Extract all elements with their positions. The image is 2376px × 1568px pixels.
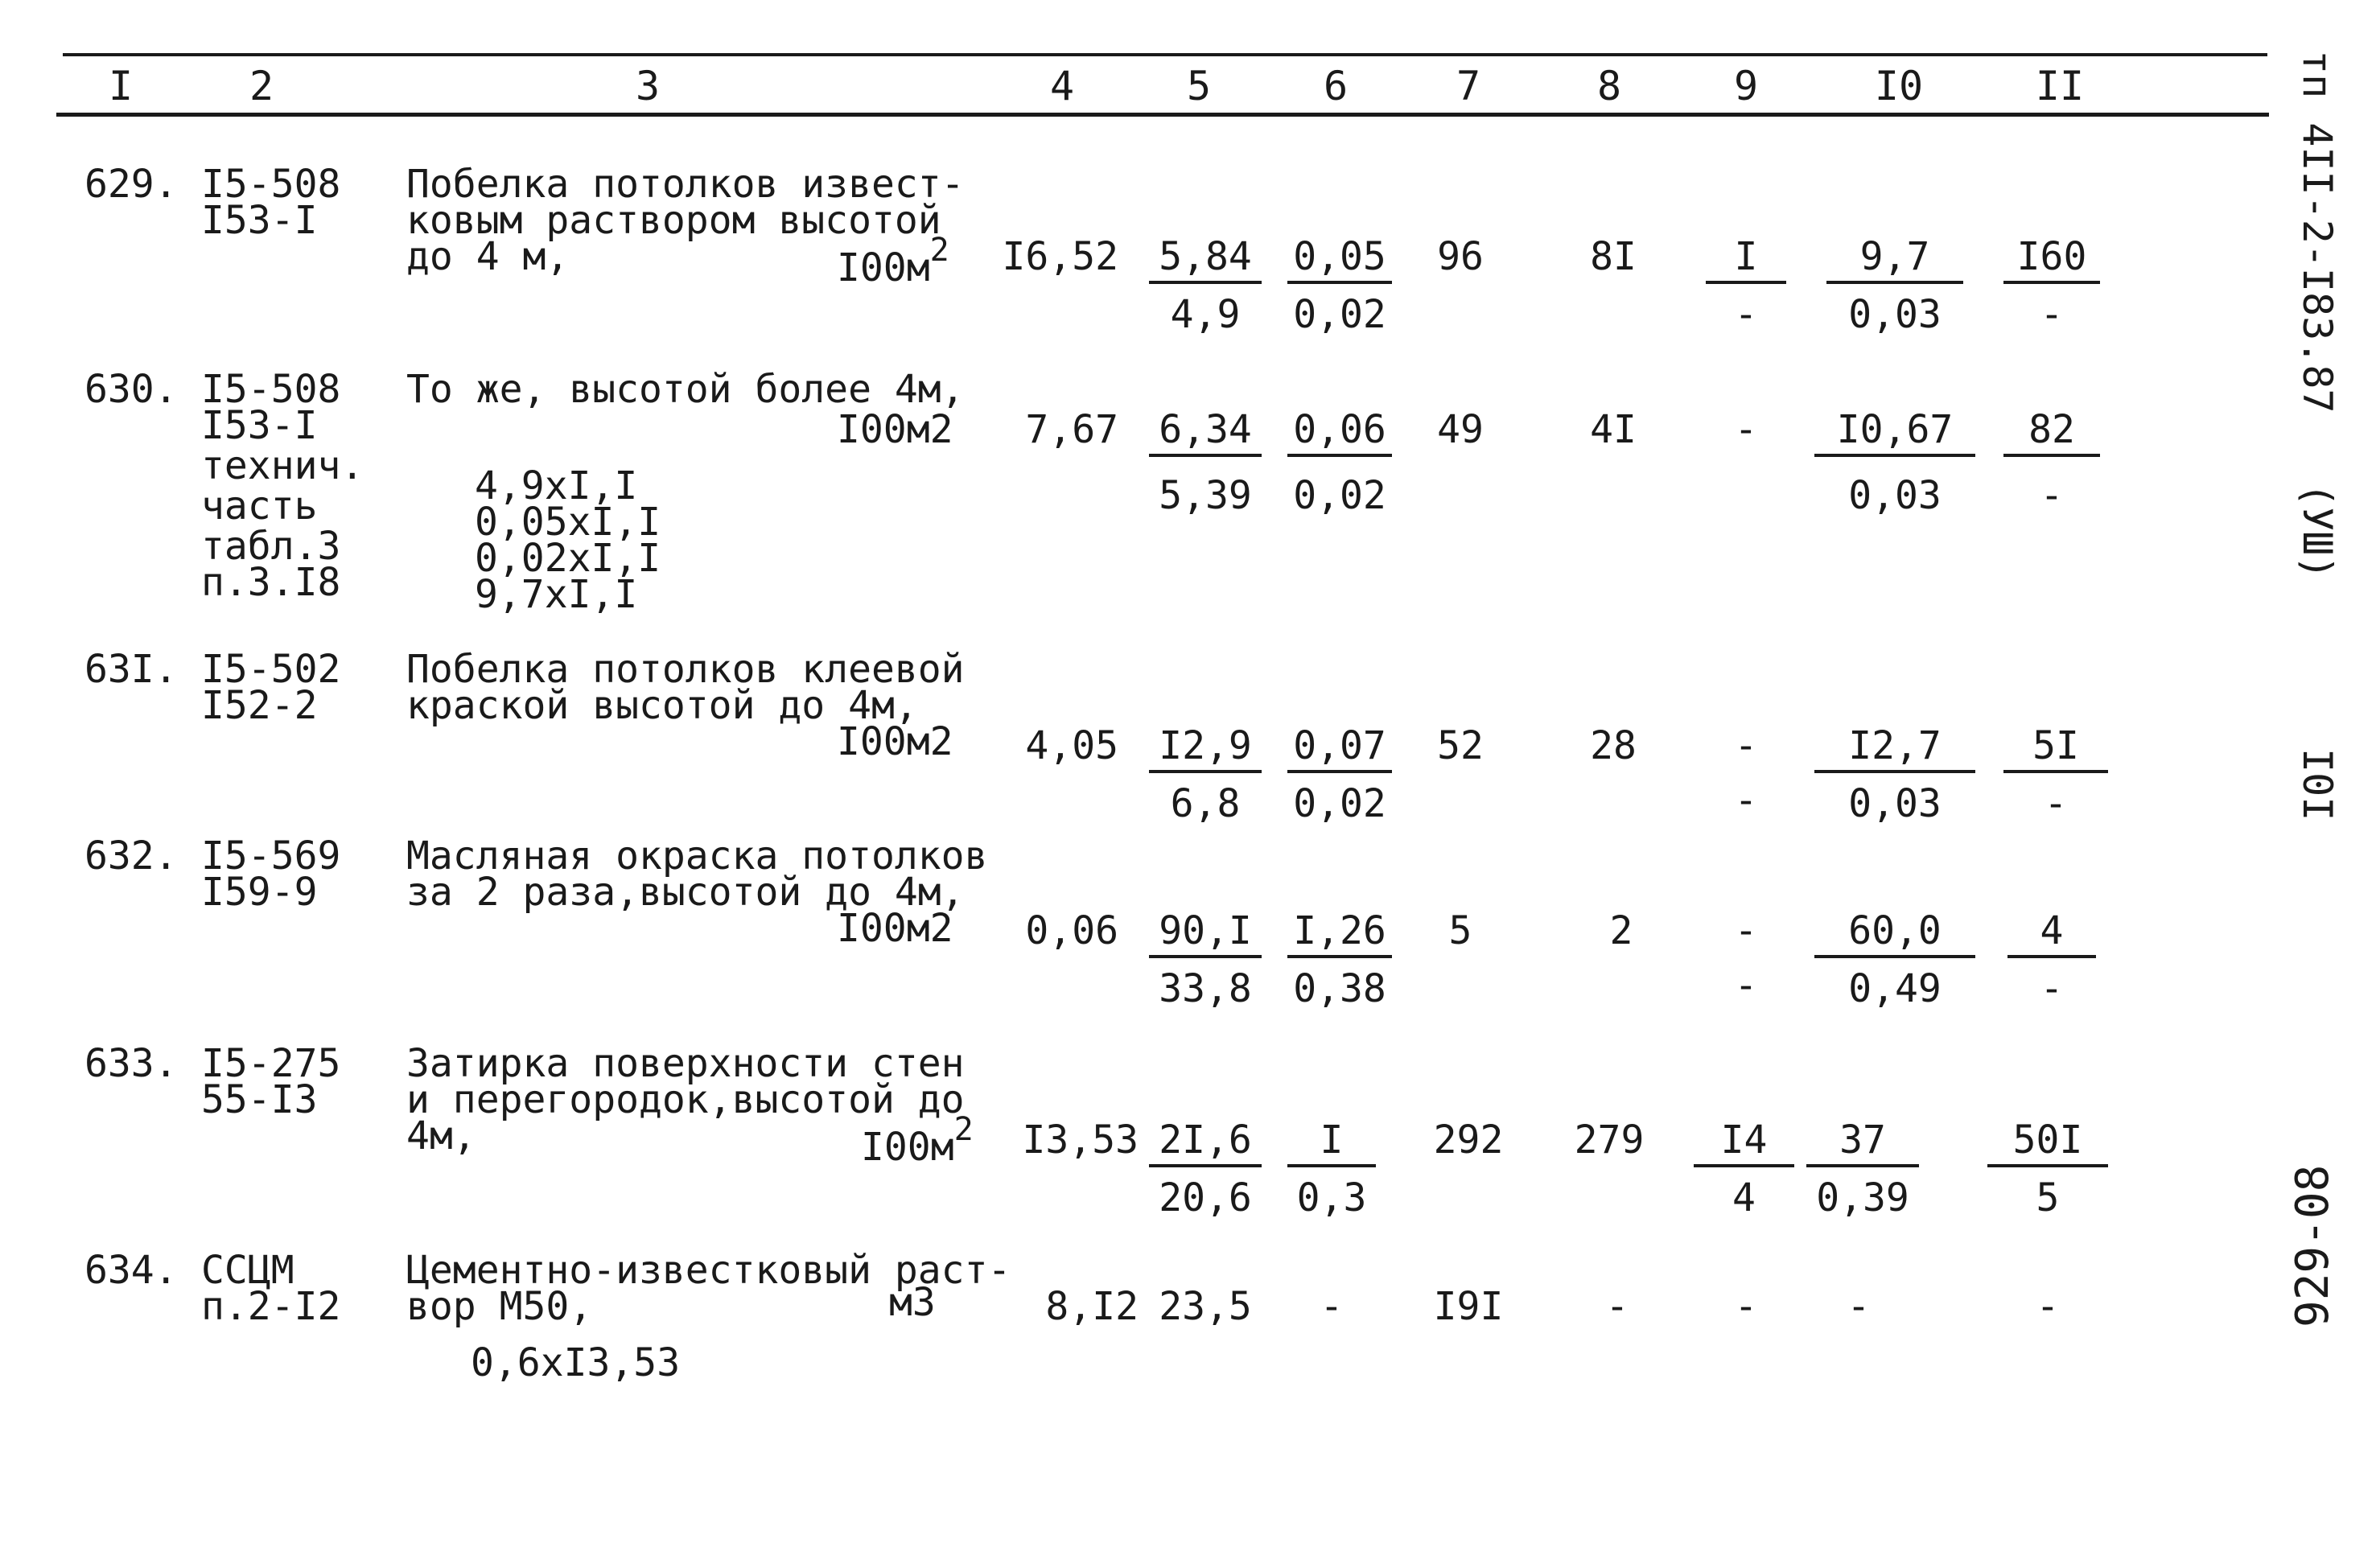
norm-code: I5-508 xyxy=(201,367,341,412)
inventory-number: 929-08 xyxy=(2287,1164,2339,1327)
col6-fraction xyxy=(1287,908,1392,1011)
quantity: I3,53 xyxy=(1022,1117,1139,1163)
col11-fraction xyxy=(2003,407,2100,518)
col10-bottom: 0,03 xyxy=(1848,781,1942,826)
col6-top: 0,07 xyxy=(1287,726,1392,773)
norm-code: часть xyxy=(201,484,318,529)
col5-bottom: 6,8 xyxy=(1170,781,1241,826)
col5-value: 23,5 xyxy=(1159,1284,1252,1329)
col9-fraction xyxy=(1694,1117,1794,1220)
work-description: за 2 раза,высотой до 4м, xyxy=(406,870,965,915)
row-number: 629. xyxy=(84,162,178,207)
col11-bottom: - xyxy=(2044,781,2068,826)
norm-code: п.3.I8 xyxy=(201,560,341,605)
calculation: 0,6хI3,53 xyxy=(471,1340,681,1385)
col11-fraction xyxy=(2003,723,2108,826)
col5-fraction xyxy=(1149,908,1262,1011)
norm-code: 55-I3 xyxy=(201,1077,318,1122)
unit: м3 xyxy=(889,1280,936,1325)
work-description: краской высотой до 4м, xyxy=(406,683,918,728)
col7-value: 5 xyxy=(1448,908,1472,953)
col-header-11: II xyxy=(2035,63,2085,109)
col10-fraction xyxy=(1814,723,1975,826)
col5-bottom: 20,6 xyxy=(1159,1175,1252,1220)
norm-code: I5-502 xyxy=(201,647,341,692)
col-header-6: 6 xyxy=(1323,63,1349,109)
row-number: 63I. xyxy=(84,647,178,692)
col10-value: - xyxy=(1847,1284,1871,1329)
col6-top: I,26 xyxy=(1287,912,1392,958)
col7-value: 49 xyxy=(1437,407,1484,452)
unit-superscript: 2 xyxy=(953,1111,974,1148)
norm-code: I52-2 xyxy=(201,683,318,728)
col5-bottom: 4,9 xyxy=(1170,292,1241,337)
col8-value: - xyxy=(1605,1284,1629,1329)
quantity: 7,67 xyxy=(1025,407,1118,452)
col-header-3: 3 xyxy=(635,63,661,109)
col9-top: I xyxy=(1706,237,1786,284)
norm-code: I5-508 xyxy=(201,162,341,207)
norm-code: I53-I xyxy=(201,403,318,448)
col11-top: 5I xyxy=(2003,726,2108,773)
col9-bottom: - xyxy=(1734,963,1758,1008)
col6-top: 0,06 xyxy=(1287,410,1392,457)
col5-fraction xyxy=(1149,407,1262,518)
unit xyxy=(837,232,949,290)
col6-top: 0,05 xyxy=(1287,237,1392,284)
row-number: 633. xyxy=(84,1041,178,1086)
col10-top: 60,0 xyxy=(1814,912,1975,958)
col11-top: 82 xyxy=(2003,410,2100,457)
col11-bottom: - xyxy=(2040,473,2064,518)
col-header-5: 5 xyxy=(1186,63,1212,109)
work-description: Затирка поверхности стен xyxy=(406,1041,965,1086)
quantity: 8,I2 xyxy=(1045,1284,1139,1329)
col8-value: 279 xyxy=(1574,1117,1645,1163)
col10-top: 9,7 xyxy=(1826,237,1963,284)
col6-bottom: 0,38 xyxy=(1293,966,1386,1011)
col6-fraction xyxy=(1287,407,1392,518)
col9-bottom: - xyxy=(1734,778,1758,823)
col6-bottom: 0,02 xyxy=(1293,292,1386,337)
project-code: тп 4II-2-I83.87 xyxy=(2294,50,2341,414)
work-description: Побелка потолков извест- xyxy=(406,162,965,207)
norm-code: ССЦМ xyxy=(201,1248,294,1293)
col10-bottom: 0,03 xyxy=(1848,473,1942,518)
row-number: 632. xyxy=(84,833,178,879)
col-header-7: 7 xyxy=(1456,63,1481,109)
norm-code: п.2-I2 xyxy=(201,1284,341,1329)
col11-bottom: - xyxy=(2040,966,2064,1011)
col-header-10: I0 xyxy=(1874,63,1924,109)
col-header-1: I xyxy=(108,63,134,109)
work-description: до 4 м, xyxy=(406,234,570,279)
col9-top: - xyxy=(1734,908,1758,953)
quantity: 0,06 xyxy=(1025,908,1118,953)
row-number: 630. xyxy=(84,367,178,412)
norm-code: технич. xyxy=(201,443,364,488)
norm-code: I53-I xyxy=(201,198,318,243)
col10-bottom: 0,49 xyxy=(1848,966,1942,1011)
unit-text: I00м xyxy=(837,245,930,290)
col5-fraction xyxy=(1149,1117,1262,1220)
quantity: I6,52 xyxy=(1002,234,1118,279)
col10-top: I2,7 xyxy=(1814,726,1975,773)
col8-value: 2 xyxy=(1609,908,1633,953)
work-description: Побелка потолков клеевой xyxy=(406,647,965,692)
col11-top: I60 xyxy=(2003,237,2100,284)
col7-value: 292 xyxy=(1433,1117,1504,1163)
col10-fraction xyxy=(1814,908,1975,1011)
col11-bottom: - xyxy=(2040,292,2064,337)
col5-top: 90,I xyxy=(1149,912,1262,958)
header-bottom-rule xyxy=(56,113,2269,117)
norm-code: I5-275 xyxy=(201,1041,341,1086)
calculation: 0,05хI,I xyxy=(475,500,661,545)
norm-code: табл.3 xyxy=(201,524,341,569)
unit xyxy=(861,1111,974,1170)
col7-value: 96 xyxy=(1437,234,1484,279)
col8-value: 4I xyxy=(1590,407,1637,452)
norm-code: I59-9 xyxy=(201,870,318,915)
unit-superscript: 2 xyxy=(929,232,949,269)
col7-value: I9I xyxy=(1433,1284,1504,1329)
col6-bottom: 0,3 xyxy=(1296,1175,1367,1220)
col11-top: 4 xyxy=(2007,912,2096,958)
col7-value: 52 xyxy=(1437,723,1484,768)
col6-fraction xyxy=(1287,234,1392,337)
col11-bottom: 5 xyxy=(2036,1175,2060,1220)
col5-top: 2I,6 xyxy=(1149,1121,1262,1167)
unit: I00м2 xyxy=(837,407,953,452)
col5-top: 5,84 xyxy=(1149,237,1262,284)
calculation: 4,9хI,I xyxy=(475,463,638,508)
col-header-2: 2 xyxy=(249,63,274,109)
col10-bottom: 0,39 xyxy=(1816,1175,1909,1220)
calculation: 9,7хI,I xyxy=(475,572,638,617)
col9-bottom: - xyxy=(1734,292,1758,337)
work-description: и перегородок,высотой до xyxy=(406,1077,965,1122)
col8-value: 28 xyxy=(1590,723,1637,768)
col5-bottom: 33,8 xyxy=(1159,966,1252,1011)
work-description: вор М50, xyxy=(406,1284,593,1329)
album-number: (УШ) xyxy=(2294,483,2341,580)
col9-top: I4 xyxy=(1694,1121,1794,1167)
col6-bottom: 0,02 xyxy=(1293,473,1386,518)
unit: I00м2 xyxy=(837,906,953,951)
col6-bottom: 0,02 xyxy=(1293,781,1386,826)
col9-fraction xyxy=(1706,234,1786,337)
col5-top: 6,34 xyxy=(1149,410,1262,457)
col10-top: I0,67 xyxy=(1814,410,1975,457)
quantity: 4,05 xyxy=(1025,723,1118,768)
col11-top: 50I xyxy=(1987,1121,2108,1167)
col10-fraction xyxy=(1826,234,1963,337)
col9-bottom: 4 xyxy=(1732,1175,1756,1220)
col10-bottom: 0,03 xyxy=(1848,292,1942,337)
col-header-8: 8 xyxy=(1596,63,1622,109)
col11-value: - xyxy=(2036,1284,2060,1329)
col6-top: I xyxy=(1287,1121,1376,1167)
col6-fraction xyxy=(1287,1117,1376,1220)
col9-value: - xyxy=(1734,1284,1758,1329)
col5-top: I2,9 xyxy=(1149,726,1262,773)
row-number: 634. xyxy=(84,1248,178,1293)
col9-value: - xyxy=(1734,407,1758,452)
work-description: Масляная окраска потолков xyxy=(406,833,988,879)
calculation: 0,02хI,I xyxy=(475,536,661,581)
col5-fraction xyxy=(1149,723,1262,826)
col6-fraction xyxy=(1287,723,1392,826)
unit-text: I00м xyxy=(861,1125,954,1170)
work-description: 4м, xyxy=(406,1113,476,1159)
unit: I00м2 xyxy=(837,719,953,764)
work-description: Цементно-известковый раст- xyxy=(406,1248,1011,1293)
col5-fraction xyxy=(1149,234,1262,337)
col11-fraction xyxy=(2007,908,2096,1011)
page-number: I0I xyxy=(2294,748,2341,821)
col-header-4: 4 xyxy=(1049,63,1075,109)
col10-top: 37 xyxy=(1806,1121,1919,1167)
col5-bottom: 5,39 xyxy=(1159,473,1252,518)
col11-fraction xyxy=(1987,1117,2108,1220)
col8-value: 8I xyxy=(1590,234,1637,279)
header-top-rule xyxy=(63,53,2267,56)
col6-value: - xyxy=(1320,1284,1344,1329)
work-description: ковым раствором высотой xyxy=(406,198,941,243)
col10-fraction xyxy=(1814,407,1975,518)
col9-top: - xyxy=(1734,723,1758,768)
col10-fraction xyxy=(1806,1117,1919,1220)
norm-code: I5-569 xyxy=(201,833,341,879)
col11-fraction xyxy=(2003,234,2100,337)
work-description: То же, высотой более 4м, xyxy=(406,367,965,412)
col-header-9: 9 xyxy=(1733,63,1759,109)
